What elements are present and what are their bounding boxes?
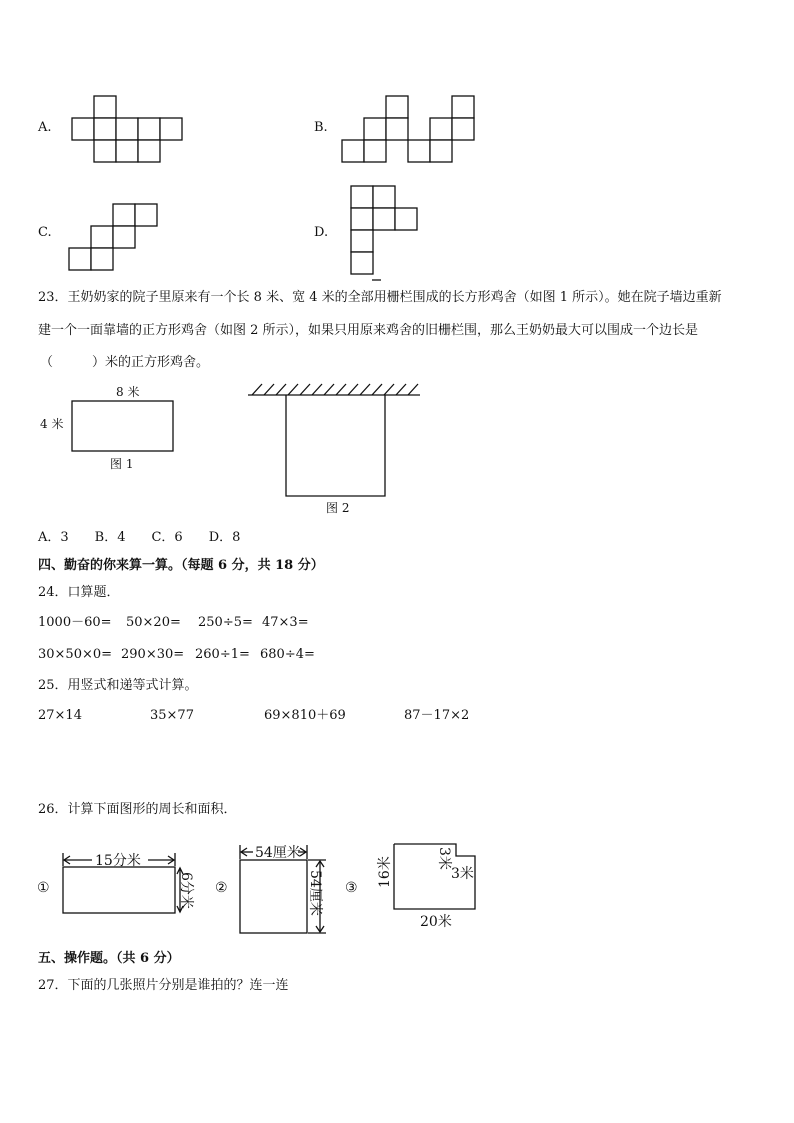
q27-title: 27．下面的几张照片分别是谁拍的？连一连 bbox=[38, 978, 289, 993]
q25-item: 27×14 bbox=[38, 708, 82, 723]
q25-item: 87－17×2 bbox=[404, 708, 470, 723]
fig1-length-label: 8 米 bbox=[116, 385, 140, 399]
fig2-caption: 图 2 bbox=[326, 501, 350, 515]
fig3-number: ③ bbox=[345, 880, 358, 896]
q25-title: 25．用竖式和递等式计算。 bbox=[38, 678, 198, 693]
q24-item: 290×30= bbox=[121, 647, 185, 662]
option-c-label: C. bbox=[38, 225, 52, 240]
q23-text-line1: 23．王奶奶家的院子里原来有一个长 8 米、宽 4 米的全部用栅栏围成的长方形鸡舍（如图 1 所示）。她在院子墙边重新 bbox=[38, 290, 722, 305]
fig1-length-label: 15分米 bbox=[95, 853, 141, 869]
fig3-notch-v-label: 3米 bbox=[436, 847, 452, 870]
q26-title: 26．计算下面图形的周长和面积． bbox=[38, 802, 237, 817]
section5-title: 五、操作题。（共 6 分） bbox=[38, 951, 180, 966]
q24-item: 250÷5= bbox=[198, 615, 253, 630]
q25-item: 69×810＋69 bbox=[264, 708, 346, 723]
q24-title: 24．口算题． bbox=[38, 585, 120, 600]
fig1-caption: 图 1 bbox=[110, 457, 134, 471]
q25-item: 35×77 bbox=[150, 708, 194, 723]
fig3-notch-h-label: 3米 bbox=[451, 866, 474, 882]
q24-item: 30×50×0= bbox=[38, 647, 113, 662]
option-a-label: A. bbox=[38, 120, 52, 135]
q24-item: 50×20= bbox=[126, 615, 181, 630]
fig1-width-label: 6分米 bbox=[178, 872, 194, 909]
q24-item: 680÷4= bbox=[260, 647, 315, 662]
fig3-bottom-label: 20米 bbox=[420, 914, 452, 930]
q24-item: 47×3= bbox=[262, 615, 309, 630]
option-d-label: D. bbox=[314, 225, 329, 240]
q24-item: 1000－60= bbox=[38, 615, 112, 630]
q23-text-line2: 建一个一面靠墙的正方形鸡舍（如图 2 所示），如果只用原来鸡舍的旧栅栏围，那么王奶奶最大可以围成一个边长是 bbox=[38, 323, 699, 338]
fig1-width-label: 4 米 bbox=[40, 417, 64, 431]
section4-title: 四、勤奋的你来算一算。（每题 6 分，共 18 分） bbox=[38, 558, 324, 573]
fig3-left-label: 16米 bbox=[377, 856, 393, 888]
q24-item: 260÷1= bbox=[195, 647, 250, 662]
option-b-label: B. bbox=[314, 120, 328, 135]
fig2-top-label: 54厘米 bbox=[255, 845, 301, 861]
q23-text-line3: （ ）米的正方形鸡舍。 bbox=[40, 355, 210, 370]
q23-options: A．3 B．4 C．6 D．8 bbox=[38, 530, 241, 545]
fig2-side-label: 54厘米 bbox=[307, 870, 323, 916]
fig1-number: ① bbox=[37, 880, 50, 896]
fig2-number: ② bbox=[215, 880, 228, 896]
